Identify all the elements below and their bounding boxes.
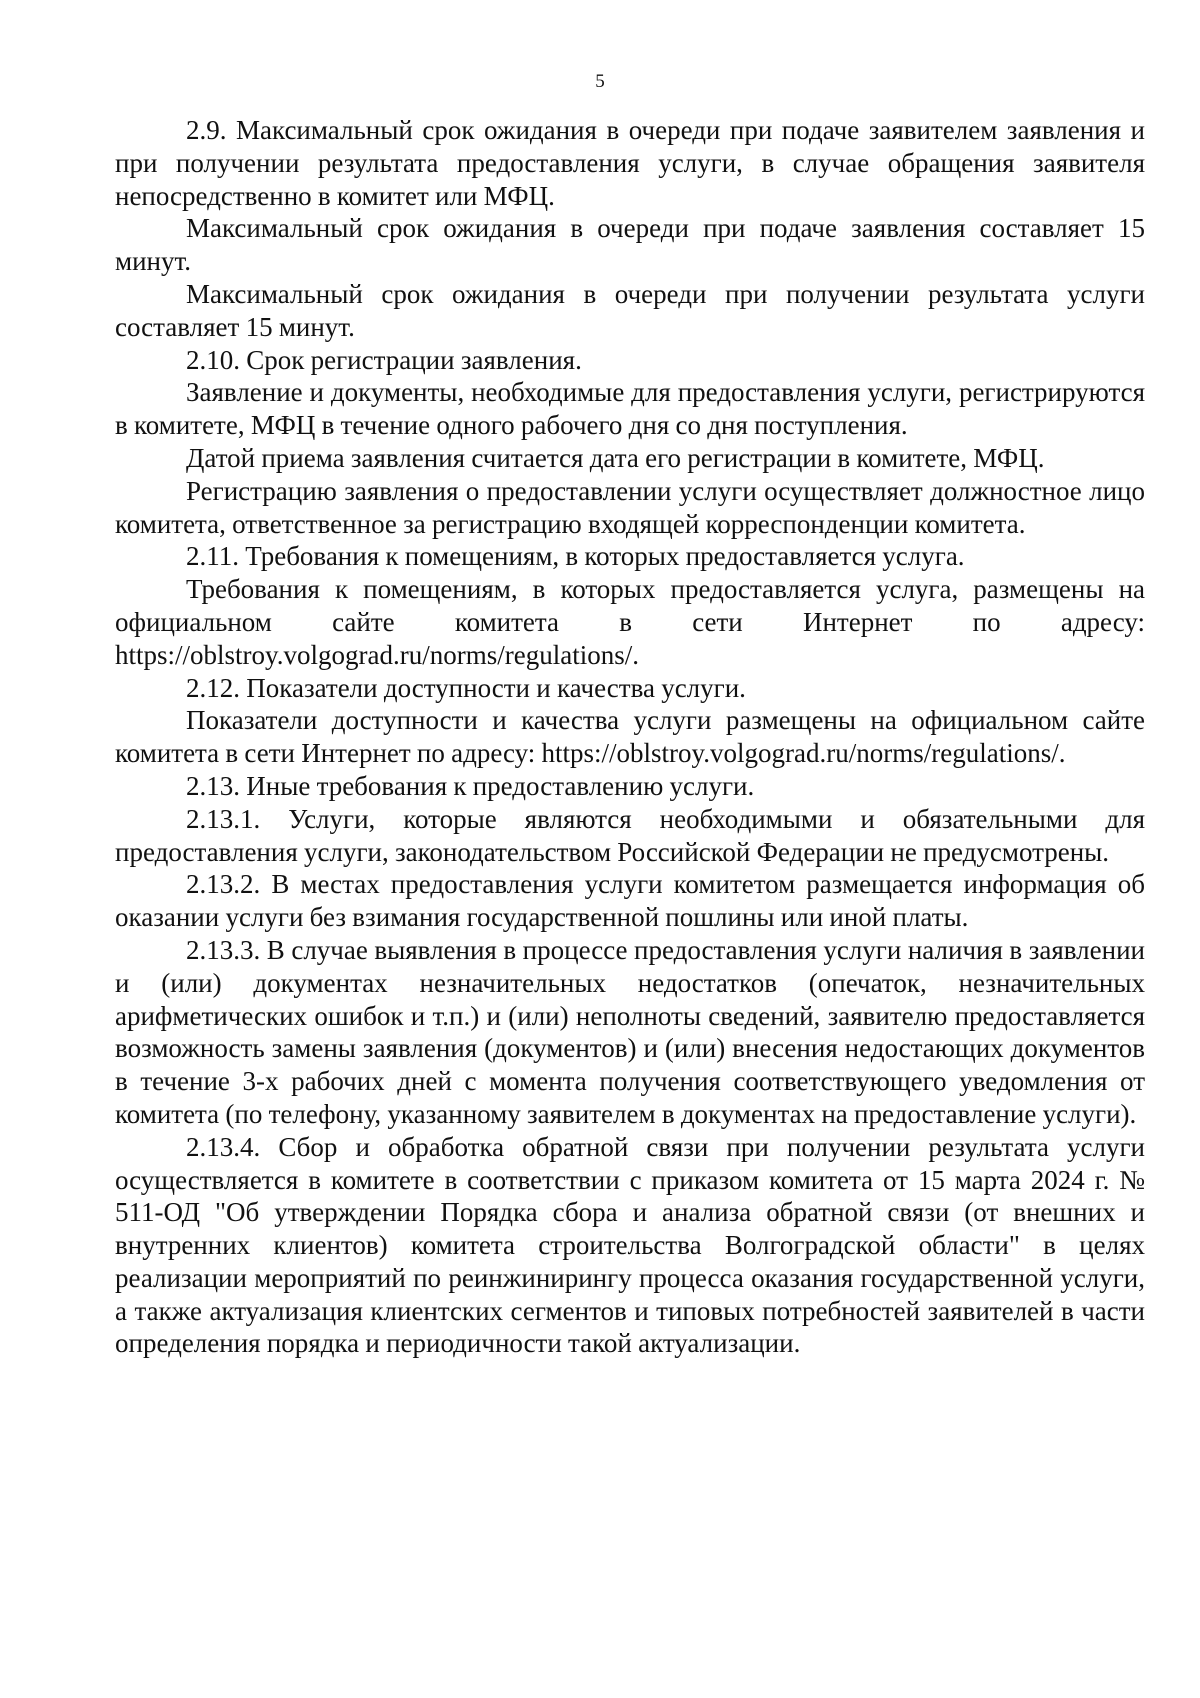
paragraph-registration-official: Регистрацию заявления о предоставлении услуги осуществляет должностное лицо комитета, ответственное за регистрацию входящей корреспонденции комитета. [115,475,1145,539]
paragraph-acceptance-date: Датой приема заявления считается дата его регистрации в комитете, МФЦ. [186,442,1045,473]
document-body [115,114,1145,1360]
paragraph-2-13-4: 2.13.4. Сбор и обработка обратной связи при получении результата услуги осуществляется в комитете в соответствии с приказом комитета от 15 марта 2024 г. № 511-ОД "Об утверждении Порядка сбора и анализа обратной связи (от внешних и внутренних клиентов) комитета строительства Волгоградской области" в целях реализации мероприятий по реинжинирингу процесса оказания государственной услуги, а также актуализация клиентских сегментов и типовых потребностей заявителей в части определения порядка и периодичности такой актуализации. [115,1131,1145,1359]
paragraph-2-13-1: 2.13.1. Услуги, которые являются необходимыми и обязательными для предоставления услуги, законодательством Российской Федерации не предусмотрены. [115,803,1145,867]
paragraph-2-11-heading: 2.11. Требования к помещениям, в которых предоставляется услуга. [186,541,965,572]
paragraph-2-13-2: 2.13.2. В местах предоставления услуги комитетом размещается информация об оказании услуги без взимания государственной пошлины или иной платы. [115,869,1145,933]
paragraph-premises-requirements: Требования к помещениям, в которых предоставляется услуга, размещены на официальном сайте комитета в сети Интернет по адресу: https://oblstroy.volgograd.ru/norms/regulations/. [115,574,1145,670]
paragraph-accessibility-indicators: Показатели доступности и качества услуги размещены на официальном сайте комитета в сети Интернет по адресу: https://oblstroy.volgograd.ru/norms/regulations/. [115,705,1145,769]
paragraph-queue-result: Максимальный срок ожидания в очереди при получении результата услуги составляет 15 минут. [115,278,1145,342]
paragraph-2-13-heading: 2.13. Иные требования к предоставлению услуги. [186,770,755,801]
paragraph-2-12-heading: 2.12. Показатели доступности и качества услуги. [186,672,746,703]
paragraph-2-10-heading: 2.10. Срок регистрации заявления. [186,344,582,375]
paragraph-2-13-3: 2.13.3. В случае выявления в процессе предоставления услуги наличия в заявлении и (или) документах незначительных недостатков (опечаток, незначительных арифметических ошибок и т.п.) и (или) неполноты сведений, заявителю предоставляется возможность замены заявления (документов) и (или) внесения недостающих документов в течение 3-х рабочих дней с момента получения соответствующего уведомления от комитета (по телефону, указанному заявителем в документах на предоставление услуги). [115,934,1145,1129]
paragraph-registration-term: Заявление и документы, необходимые для предоставления услуги, регистрируются в комитете, МФЦ в течение одного рабочего дня со дня поступления. [115,377,1145,441]
paragraph-2-9: 2.9. Максимальный срок ожидания в очереди при подаче заявителем заявления и при получении результата предоставления услуги, в случае обращения заявителя непосредственно в комитет или МФЦ. [115,115,1145,211]
page-number: 5 [595,71,605,92]
paragraph-queue-submission: Максимальный срок ожидания в очереди при подаче заявления составляет 15 минут. [115,213,1145,277]
